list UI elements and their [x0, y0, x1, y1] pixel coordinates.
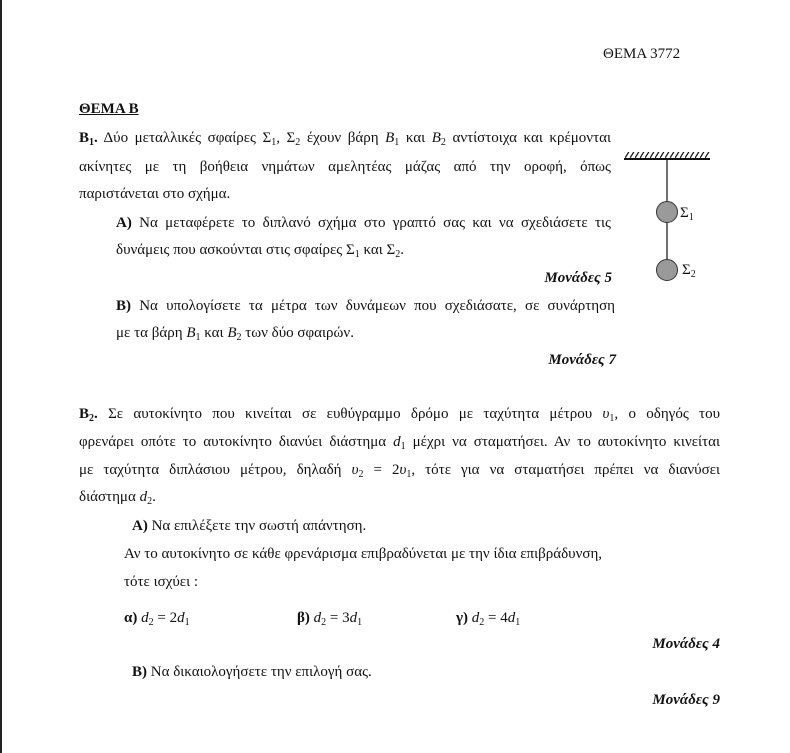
b1-part-a-label: Α) — [116, 215, 132, 231]
b2-part-a-line-2: Αν το αυτοκίνητο σε κάθε φρενάρισμα επιβραδύνεται με την ίδια επιβράδυνση, — [124, 546, 603, 562]
b1-part-b-marks: Μονάδες 7 — [548, 352, 616, 368]
option-a: α) $d_2 = 2d_1$ — [124, 610, 190, 628]
b2-intro-line-4: διάστημα $d_2$. — [79, 489, 156, 507]
b2-part-a-label: Α) — [132, 518, 148, 534]
b1-intro-line-3: παριστάνεται στο σχήμα. — [79, 186, 231, 202]
b2-intro-line-1: $B_2$. Σε αυτοκίνητο που κινείται σε ευθύγραμμο δρόμο με ταχύτητα μέτρου $\upsilon_1$, ο οδηγός του — [79, 406, 721, 424]
hanging-spheres-figure — [620, 150, 720, 290]
b1-intro-line-1: $B_1$. Δύο μεταλλικές σφαίρες $\Sigma_1$, $\Sigma_2$ έχουν βάρη $B_1$ και $B_2$ αντίστοιχα και κρέμονται — [79, 130, 612, 148]
sphere-1 — [657, 202, 678, 223]
page-left-border — [0, 0, 2, 753]
b1-label: $B_1$. — [79, 130, 98, 148]
b1-part-a-marks: Μονάδες 5 — [544, 270, 612, 286]
b2-label: $B_2$. — [79, 406, 98, 424]
b1-part-b-line-1: Β) Να υπολογίσετε τα μέτρα των δυνάμεων που σχεδιάσατε, σε συνάρτηση — [116, 298, 615, 314]
b2-part-b-line-1: Β) Να δικαιολογήσετε την επιλογή σας. — [132, 664, 372, 680]
option-b: β) $d_2 = 3d_1$ — [297, 610, 363, 628]
b2-part-b-label: Β) — [132, 664, 147, 680]
sphere-2 — [657, 260, 678, 281]
b2-part-a-line-1: Α) Να επιλέξετε την σωστή απάντηση. — [132, 518, 367, 534]
ceiling-hatch — [624, 152, 710, 159]
b2-intro-line-2: φρενάρει οπότε το αυτοκίνητο διανύει διάστημα $d_1$ μέχρι να σταματήσει. Αν το αυτοκίνητο κινείται — [79, 434, 720, 452]
b2-part-b-marks: Μονάδες 9 — [652, 692, 720, 708]
section-title: ΘΕΜΑ Β — [79, 101, 139, 117]
option-c: γ) $d_2 = 4d_1$ — [456, 610, 521, 628]
b1-part-a-line-2: δυνάμεις που ασκούνται στις σφαίρες $\Sigma_1$ και $\Sigma_2$. — [116, 242, 405, 260]
b2-part-a-marks: Μονάδες 4 — [652, 636, 720, 652]
b2-part-a-line-3: τότε ισχύει : — [124, 574, 199, 590]
b1-part-b-label: Β) — [116, 298, 131, 314]
b1-part-a-line-1: Α) Να μεταφέρετε το διπλανό σχήμα στο γραπτό σας και να σχεδιάσετε τις — [116, 215, 611, 231]
sphere-2-label: $\Sigma_2$ — [682, 262, 696, 280]
hanging-spheres-svg — [620, 150, 720, 290]
exam-code: ΘΕΜΑ 3772 — [603, 46, 681, 62]
b2-intro-line-3: με ταχύτητα διπλάσιου μέτρου, δηλαδή $\upsilon_2 = 2\upsilon_1$, τότε για να σταματήσει πρέπει να διανύσει — [79, 462, 720, 480]
b1-part-b-line-2: με τα βάρη $B_1$ και $B_2$ των δύο σφαιρών. — [116, 325, 354, 343]
b1-intro-line-2: ακίνητες με τη βοήθεια νημάτων αμελητέας μάζας από την οροφή, όπως — [79, 159, 611, 175]
sphere-1-label: $\Sigma_1$ — [680, 205, 694, 223]
